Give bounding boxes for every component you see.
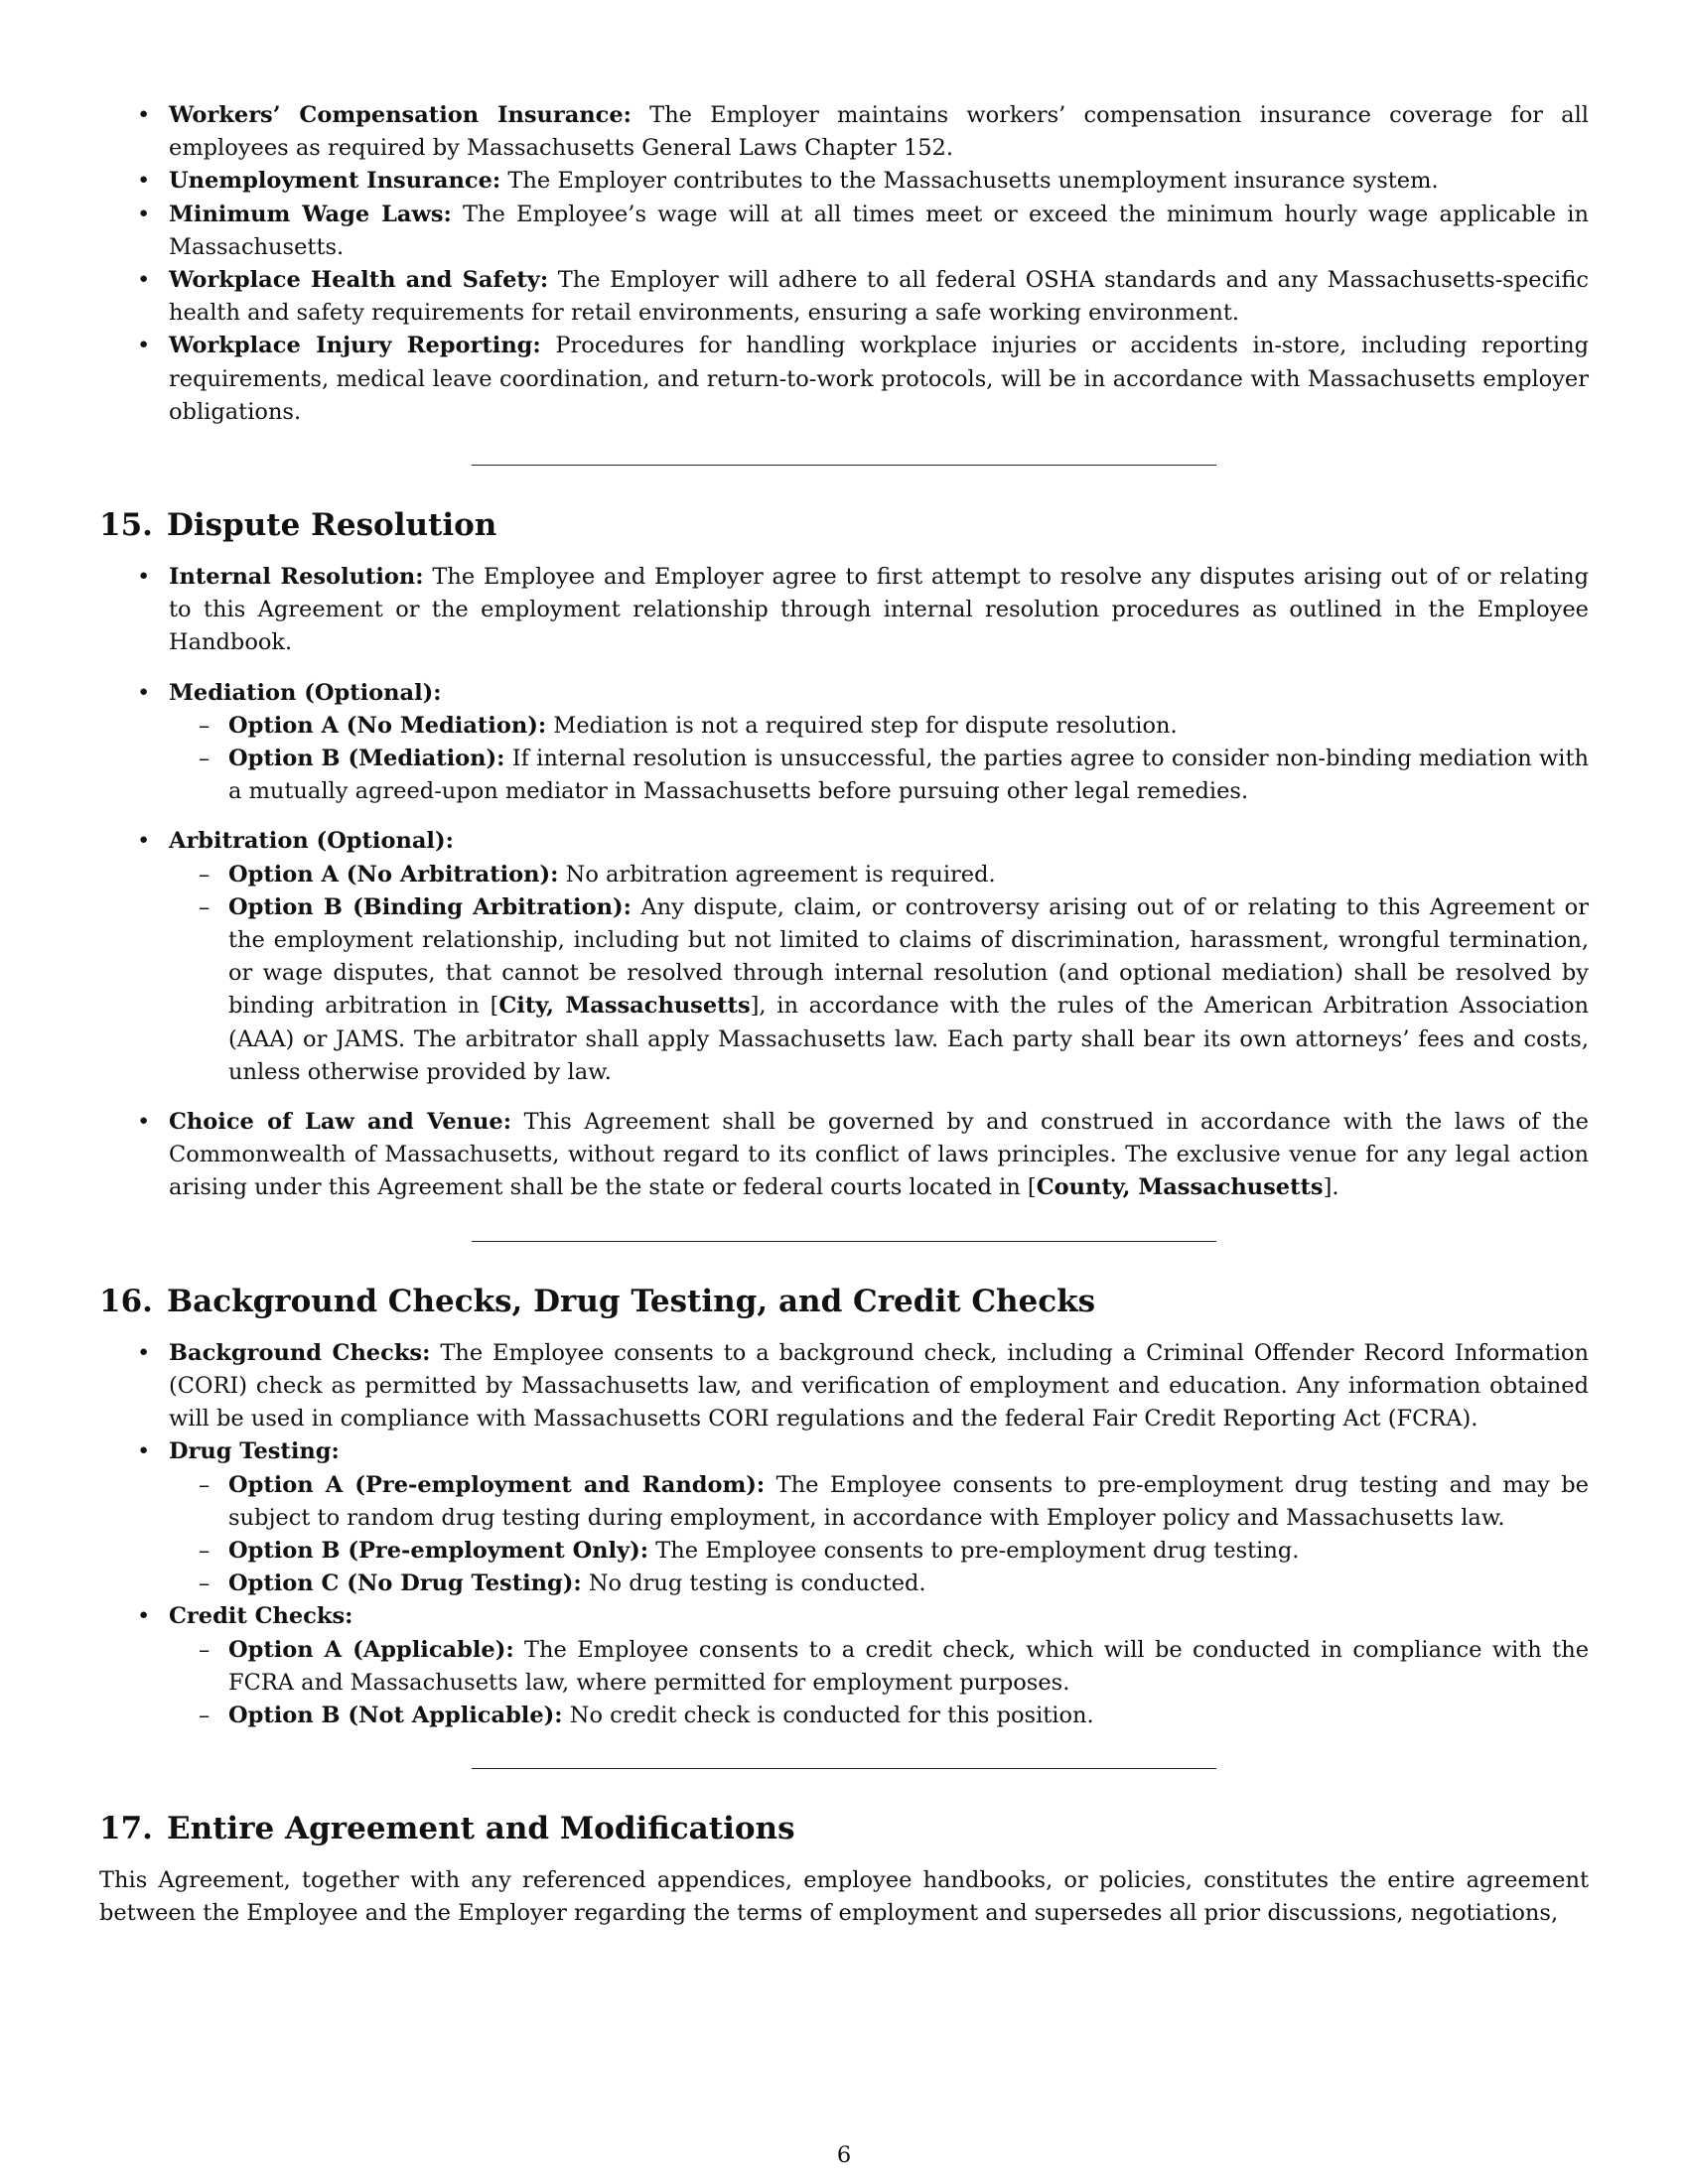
page-number: 6 — [836, 2142, 852, 2168]
list-item: • Unemployment Insurance: The Employer contributes to the Massachusetts unemployment insurance system. — [99, 165, 1589, 198]
credit-check-options — [169, 1634, 1589, 1733]
section-heading-16: 16. Background Checks, Drug Testing, and Credit Checks — [99, 1283, 1096, 1319]
arbitration-options — [169, 859, 1589, 1089]
drug-testing-options — [169, 1469, 1589, 1601]
list-item-credit-checks: • Credit Checks: – Option A (Applicable): The Employee consents to a credit check, which will be conducted in compliance with the FCRA and Massachusetts law, where permitted for employment purposes. – Option B (Not Applicable): No credit check is conducted for this position. — [99, 1600, 1589, 1732]
sub-list-item: – Option C (No Drug Testing): No drug testing is conducted. — [169, 1568, 1589, 1600]
section-divider — [472, 1768, 1216, 1769]
placeholder-county: County, Massachusetts — [1036, 1174, 1324, 1201]
list-item-background-checks: • Background Checks: The Employee consents to a background check, including a Criminal Offender Record Information (CORI) check as permitted by Massachusetts law, and verification of employment and education. Any information obtained will be used in compliance with Massachusetts CORI regulations and the federal Fair Credit Reporting Act (FCRA). — [99, 1337, 1589, 1436]
section14-list — [99, 99, 1589, 429]
placeholder-city: City, Massachusetts — [498, 993, 751, 1020]
sub-list-item: – Option B (Not Applicable): No credit check is conducted for this position. — [169, 1700, 1589, 1732]
sub-list-item: – Option A (Applicable): The Employee consents to a credit check, which will be conducted in compliance with the FCRA and Massachusetts law, where permitted for employment purposes. — [169, 1634, 1589, 1700]
section-heading-15: 15. Dispute Resolution — [99, 507, 497, 544]
section16-list — [99, 1337, 1589, 1732]
section15-list — [99, 561, 1589, 1205]
list-item-internal-resolution: • Internal Resolution: The Employee and Employer agree to first attempt to resolve any disputes arising out of or relating to this Agreement or the employment relationship through internal resolution procedures as outlined in the Employee Handbook. — [99, 561, 1589, 660]
section-heading-17: 17. Entire Agreement and Modifications — [99, 1811, 795, 1847]
sub-list-item: – Option A (No Arbitration): No arbitration agreement is required. — [169, 859, 1589, 891]
sub-list-item: – Option A (Pre-employment and Random): The Employee consents to pre-employment drug testing and may be subject to random drug testing during employment, in accordance with Employer policy and Massachusetts law. — [169, 1469, 1589, 1535]
sub-list-item: – Option B (Binding Arbitration): Any dispute, claim, or controversy arising out of or relating to this Agreement or the employment relationship, including but not limited to claims of discrimination, harassment, wrongful termination, or wage disputes, that cannot be resolved through internal resolution (and optional mediation) shall be resolved by binding arbitration in [City, Massachusetts], in accordance with the rules of the American Arbitration Association (AAA) or JAMS. The arbitrator shall apply Massachusetts law. Each party shall bear its own attorneys’ fees and costs, unless otherwise provided by law. — [169, 891, 1589, 1089]
document-page — [99, 99, 1589, 1931]
list-item: • Workplace Injury Reporting: Procedures for handling workplace injuries or accidents in-store, including reporting requirements, medical leave coordination, and return-to-work protocols, will be in accordance with Massachusetts employer obligations. — [99, 330, 1589, 429]
sub-list-item: – Option B (Mediation): If internal resolution is unsuccessful, the parties agree to consider non-binding mediation with a mutually agreed-upon mediator in Massachusetts before pursuing other legal remedies. — [169, 743, 1589, 808]
sub-list-item: – Option A (No Mediation): Mediation is not a required step for dispute resolution. — [169, 710, 1589, 743]
sub-list-item: – Option B (Pre-employment Only): The Employee consents to pre-employment drug testing. — [169, 1535, 1589, 1568]
list-item-drug-testing: • Drug Testing: – Option A (Pre-employment and Random): The Employee consents to pre-employment drug testing and may be subject to random drug testing during employment, in accordance with Employer policy and Massachusetts law. – Option B (Pre-employment Only): The Employee consents to pre-employment drug testing. – Option C (No Drug Testing): No drug testing is conducted. — [99, 1435, 1589, 1600]
section-divider — [472, 465, 1216, 466]
list-item: • Workplace Health and Safety: The Employer will adhere to all federal OSHA standards and any Massachusetts-specific health and safety requirements for retail environments, ensuring a safe working environment. — [99, 264, 1589, 330]
list-item-mediation: • Mediation (Optional): – Option A (No Mediation): Mediation is not a required step for dispute resolution. – Option B (Mediation): If internal resolution is unsuccessful, the parties agree to consider non-binding mediation with a mutually agreed-upon mediator in Massachusetts before pursuing other legal remedies. — [99, 677, 1589, 809]
list-item: • Workers’ Compensation Insurance: The Employer maintains workers’ compensation insurance coverage for all employees as required by Massachusetts General Laws Chapter 152. — [99, 99, 1589, 165]
list-item-arbitration: • Arbitration (Optional): – Option A (No Arbitration): No arbitration agreement is required. – Option B (Binding Arbitration): Any dispute, claim, or controversy arising out of or relating to this Agreement or the employment relationship, including but not limited to claims of discrimination, harassment, wrongful termination, or wage disputes, that cannot be resolved through internal resolution (and optional mediation) shall be resolved by binding arbitration in [City, Massachusetts], in accordance with the rules of the American Arbitration Association (AAA) or JAMS. The arbitrator shall apply Massachusetts law. Each party shall bear its own attorneys’ fees and costs, unless otherwise provided by law. — [99, 825, 1589, 1089]
list-item: • Minimum Wage Laws: The Employee’s wage will at all times meet or exceed the minimum hourly wage applicable in Massachusetts. — [99, 199, 1589, 264]
section-divider — [472, 1241, 1216, 1242]
list-item-choice-of-law: • Choice of Law and Venue: This Agreement shall be governed by and construed in accordance with the laws of the Commonwealth of Massachusetts, without regard to its conflict of laws principles. The exclusive venue for any legal action arising under this Agreement shall be the state or federal courts located in [County, Massachusetts]. — [99, 1106, 1589, 1205]
section17-paragraph: This Agreement, together with any referenced appendices, employee handbooks, or policies, constitutes the entire agreement between the Employee and the Employer regarding the terms of employment and supersedes all prior discussions, negotiations, — [99, 1867, 1589, 1927]
mediation-options — [169, 710, 1589, 809]
